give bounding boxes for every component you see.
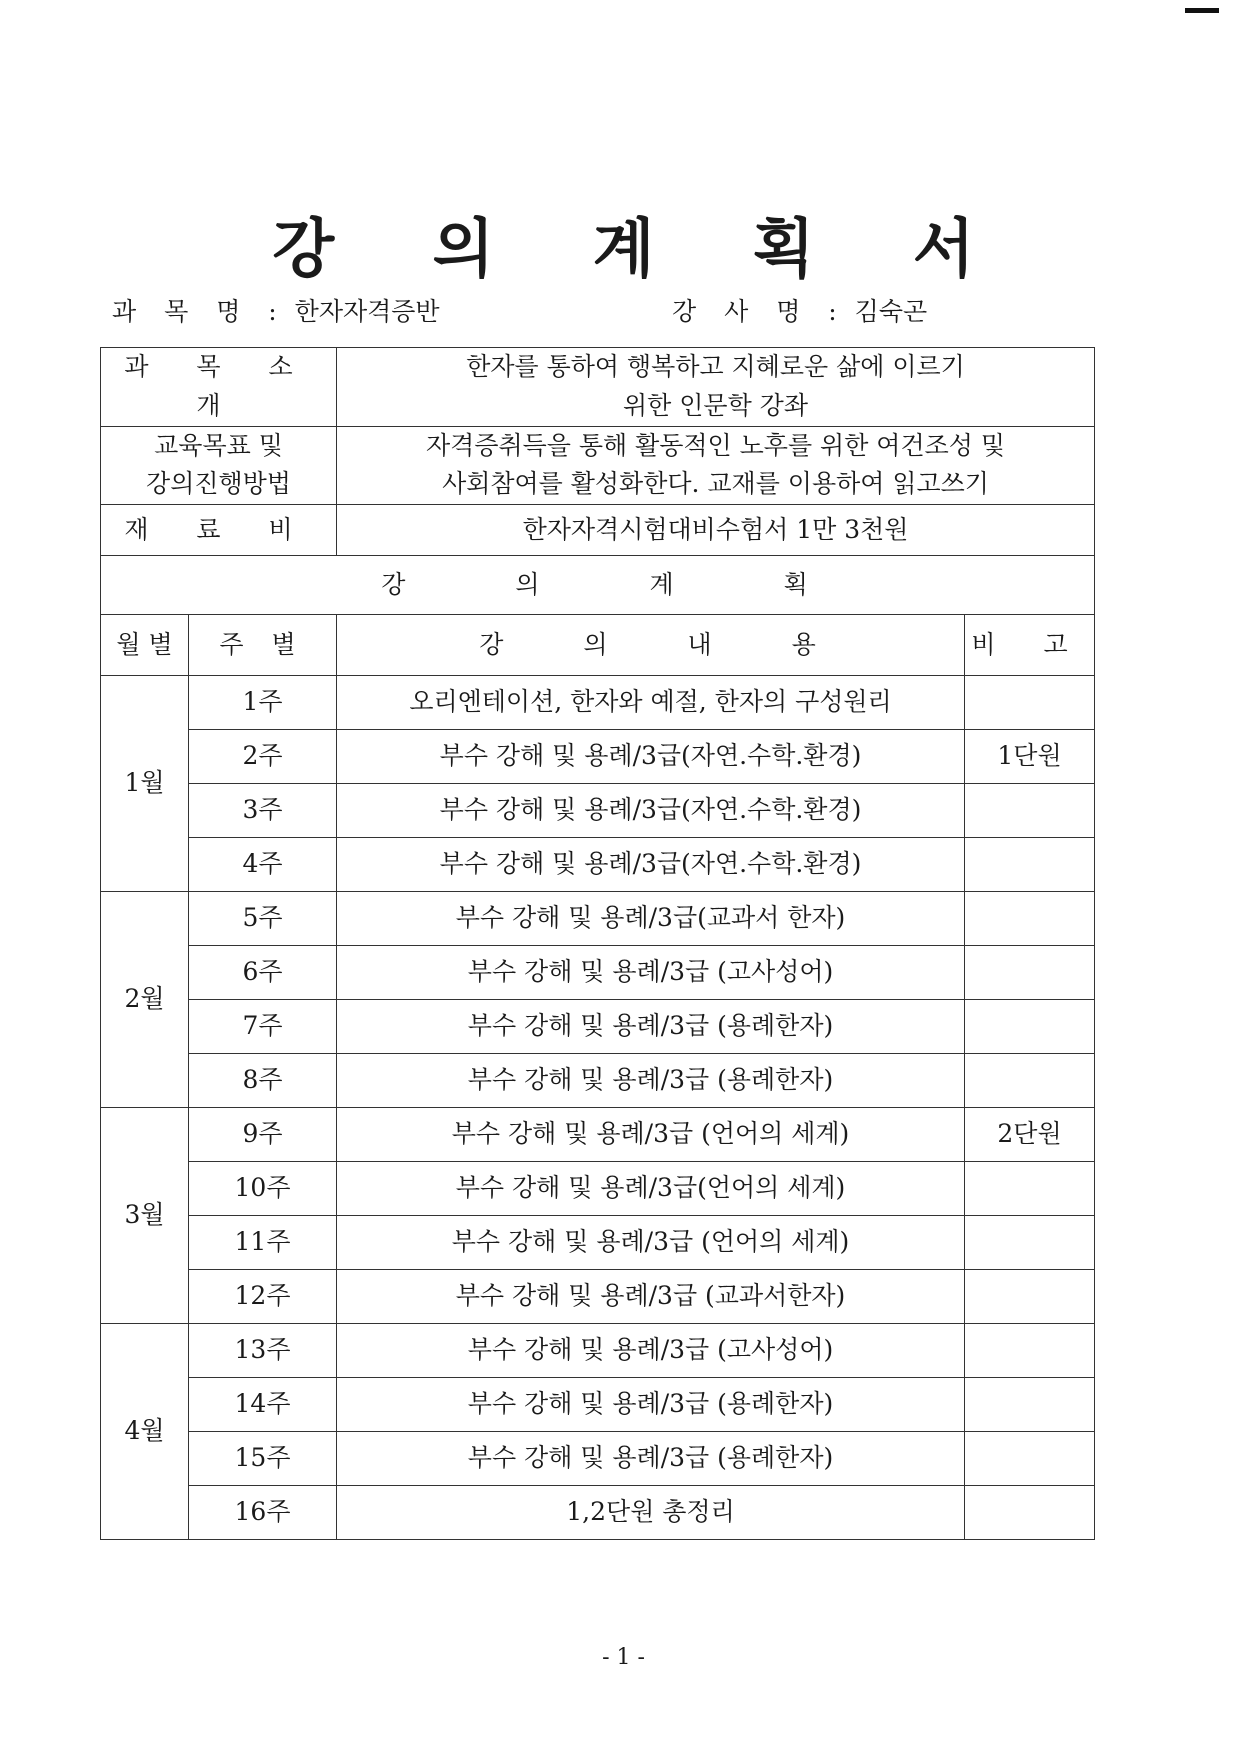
intro-line-2: 위한 인문학 강좌: [623, 390, 808, 420]
content-cell: 오리엔테이션, 한자와 예절, 한자의 구성원리: [337, 676, 965, 730]
content-cell: 부수 강해 및 용례/3급 (고사성어): [337, 1324, 965, 1378]
instructor-label: 강 사 명 :: [672, 297, 847, 326]
note-cell: [965, 784, 1095, 838]
scan-mark: [1185, 8, 1219, 13]
lecture-plan-table: [100, 347, 1095, 1540]
week-cell: 4주: [189, 838, 337, 892]
content-cell: 부수 강해 및 용례/3급(자연.수학.환경): [337, 730, 965, 784]
week-cell: 16주: [189, 1486, 337, 1540]
week-cell: 11주: [189, 1216, 337, 1270]
table-row: [101, 1108, 1095, 1162]
table-row: [101, 1054, 1095, 1108]
week-cell: 1주: [189, 676, 337, 730]
page-title: 강 의 계 획 서: [272, 212, 1013, 287]
table-row: [101, 892, 1095, 946]
table-row: [101, 676, 1095, 730]
plan-title-row: [101, 556, 1095, 615]
goal-line-2: 사회참여를 활성화한다. 교재를 이용하여 읽고쓰기: [442, 469, 989, 499]
header-week: 주 별: [189, 615, 337, 676]
week-cell: 5주: [189, 892, 337, 946]
subject-value: 한자자격증반: [294, 297, 440, 326]
content-cell: 부수 강해 및 용례/3급(언어의 세계): [337, 1162, 965, 1216]
subject-label: 과 목 명 :: [112, 297, 287, 326]
header-row: [101, 615, 1095, 676]
note-cell: [965, 946, 1095, 1000]
intro-row: [101, 348, 1095, 427]
content-cell: 부수 강해 및 용례/3급(자연.수학.환경): [337, 838, 965, 892]
month-cell: 3월: [101, 1108, 189, 1324]
content-cell: 부수 강해 및 용례/3급 (언어의 세계): [337, 1108, 965, 1162]
table-row: [101, 730, 1095, 784]
table-row: [101, 1270, 1095, 1324]
intro-line-1: 한자를 통하여 행복하고 지혜로운 삶에 이르기: [466, 352, 965, 381]
month-cell: 2월: [101, 892, 189, 1108]
content-cell: 부수 강해 및 용례/3급 (용례한자): [337, 1432, 965, 1486]
note-cell: [965, 838, 1095, 892]
content-cell: 부수 강해 및 용례/3급(자연.수학.환경): [337, 784, 965, 838]
goal-row: [101, 426, 1095, 505]
week-cell: 6주: [189, 946, 337, 1000]
week-cell: 7주: [189, 1000, 337, 1054]
content-cell: 부수 강해 및 용례/3급 (용례한자): [337, 1054, 965, 1108]
instructor-value: 김숙곤: [854, 297, 928, 326]
note-cell: [965, 1162, 1095, 1216]
week-cell: 2주: [189, 730, 337, 784]
header-month: 월 별: [101, 615, 189, 676]
goal-value: [337, 426, 1095, 505]
subject-field: [112, 292, 440, 328]
cost-label: 재 료 비: [101, 505, 337, 556]
note-cell: [965, 1216, 1095, 1270]
goal-label: [101, 426, 337, 505]
week-cell: 14주: [189, 1378, 337, 1432]
week-cell: 8주: [189, 1054, 337, 1108]
table-row: [101, 838, 1095, 892]
note-cell: [965, 1270, 1095, 1324]
header-note: 비 고: [965, 615, 1095, 676]
content-cell: 부수 강해 및 용례/3급 (고사성어): [337, 946, 965, 1000]
page-number: - 1 -: [602, 1645, 645, 1670]
note-cell: [965, 1432, 1095, 1486]
month-cell: 1월: [101, 676, 189, 892]
goal-label-line-2: 강의진행방법: [146, 469, 291, 499]
content-cell: 1,2단원 총정리: [337, 1486, 965, 1540]
note-cell: [965, 892, 1095, 946]
content-cell: 부수 강해 및 용례/3급 (용례한자): [337, 1000, 965, 1054]
week-cell: 13주: [189, 1324, 337, 1378]
table-row: [101, 1486, 1095, 1540]
plan-title: 강의계획: [101, 556, 1095, 615]
note-cell: [965, 1054, 1095, 1108]
goal-line-1: 자격증취득을 통해 활동적인 노후를 위한 여건조성 및: [426, 430, 1005, 460]
note-cell: [965, 1324, 1095, 1378]
cost-row: [101, 505, 1095, 556]
intro-value: [337, 348, 1095, 427]
content-cell: 부수 강해 및 용례/3급 (교과서한자): [337, 1270, 965, 1324]
content-cell: 부수 강해 및 용례/3급(교과서 한자): [337, 892, 965, 946]
table-row: [101, 1000, 1095, 1054]
table-row: [101, 784, 1095, 838]
note-cell: 1단원: [965, 730, 1095, 784]
table-row: [101, 1162, 1095, 1216]
instructor-field: [672, 292, 927, 328]
month-cell: 4월: [101, 1324, 189, 1540]
content-cell: 부수 강해 및 용례/3급 (언어의 세계): [337, 1216, 965, 1270]
content-cell: 부수 강해 및 용례/3급 (용례한자): [337, 1378, 965, 1432]
note-cell: [965, 676, 1095, 730]
note-cell: [965, 1378, 1095, 1432]
week-cell: 15주: [189, 1432, 337, 1486]
table-row: [101, 1324, 1095, 1378]
note-cell: 2단원: [965, 1108, 1095, 1162]
intro-label: 과 목 소 개: [101, 348, 337, 427]
week-cell: 10주: [189, 1162, 337, 1216]
week-cell: 12주: [189, 1270, 337, 1324]
table-row: [101, 946, 1095, 1000]
table-row: [101, 1378, 1095, 1432]
week-cell: 9주: [189, 1108, 337, 1162]
note-cell: [965, 1486, 1095, 1540]
table-row: [101, 1216, 1095, 1270]
header-content: 강의내용: [337, 615, 965, 676]
cost-value: 한자자격시험대비수험서 1만 3천원: [337, 505, 1095, 556]
goal-label-line-1: 교육목표 및: [154, 430, 283, 460]
note-cell: [965, 1000, 1095, 1054]
table-row: [101, 1432, 1095, 1486]
week-cell: 3주: [189, 784, 337, 838]
